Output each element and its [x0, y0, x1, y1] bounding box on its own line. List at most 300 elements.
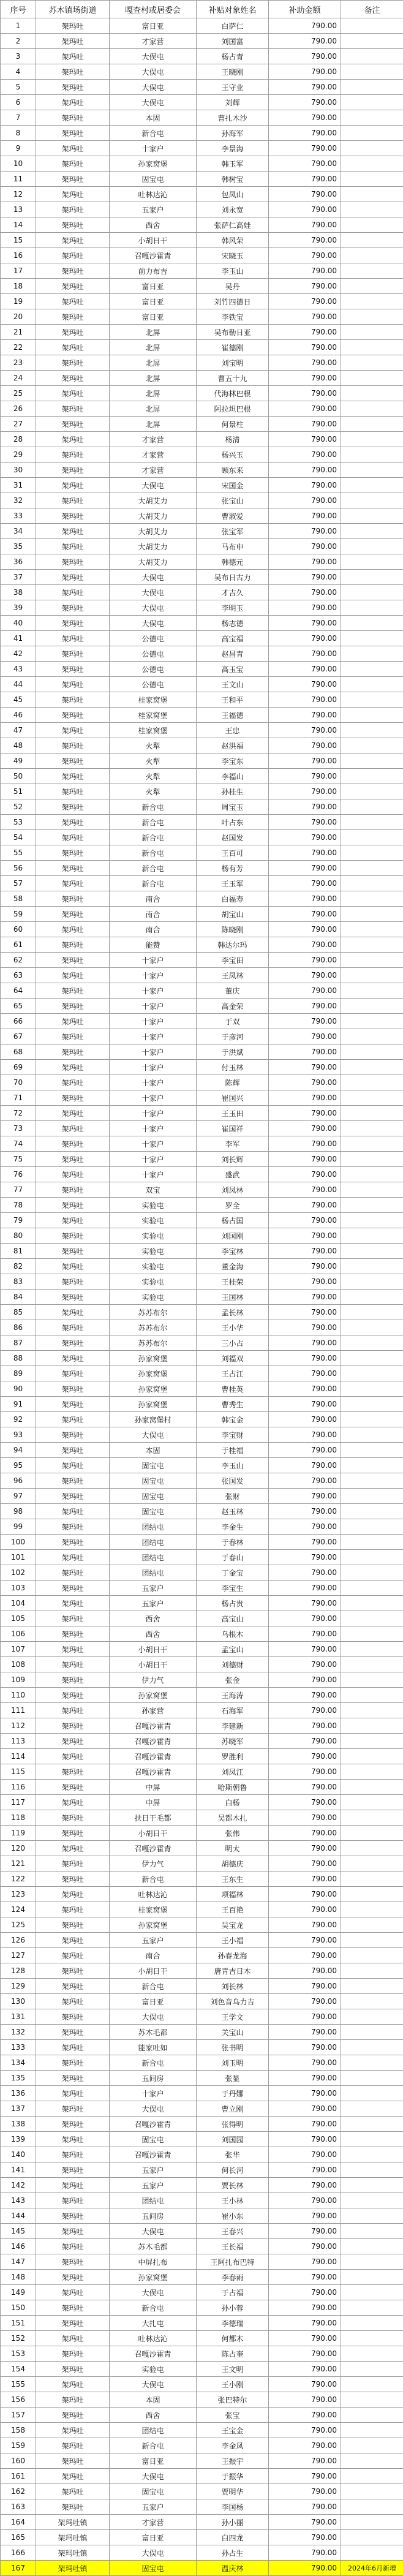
cell-index: 67: [1, 1029, 36, 1044]
cell-village: 召嘎沙霍青: [110, 2117, 197, 2132]
cell-note: [341, 585, 403, 600]
cell-note: [341, 1642, 403, 1657]
table-row: [1, 1443, 403, 1458]
table-row: [1, 769, 403, 784]
cell-town: 架玛吐: [36, 585, 110, 600]
cell-town: 架玛吐: [36, 1397, 110, 1412]
cell-town: 架玛吐镇: [36, 2561, 110, 2576]
table-row: [1, 1780, 403, 1795]
cell-index: 75: [1, 1152, 36, 1167]
cell-index: 166: [1, 2545, 36, 2561]
cell-note: [341, 1014, 403, 1029]
cell-recipient-name: 李玉山: [197, 263, 269, 279]
table-row: [1, 1381, 403, 1397]
cell-recipient-name: 王玉军: [197, 876, 269, 891]
cell-index: 22: [1, 340, 36, 355]
cell-recipient-name: 盛武: [197, 1167, 269, 1182]
cell-amount: 790.00: [269, 386, 341, 401]
cell-town: 架玛吐: [36, 1856, 110, 1872]
cell-village: 苏苏布尔: [110, 1320, 197, 1335]
cell-recipient-name: 宋晓玉: [197, 248, 269, 263]
cell-note: [341, 1856, 403, 1872]
cell-recipient-name: 王春兴: [197, 2224, 269, 2239]
cell-amount: 790.00: [269, 723, 341, 738]
table-row: [1, 861, 403, 876]
cell-village: 桂家窝堡: [110, 1902, 197, 1917]
cell-amount: 790.00: [269, 2484, 341, 2499]
cell-recipient-name: 董金海: [197, 1259, 269, 1274]
cell-amount: 790.00: [269, 2270, 341, 2285]
cell-recipient-name: 王小刚: [197, 2377, 269, 2392]
cell-note: [341, 891, 403, 907]
cell-village: 五间房: [110, 2071, 197, 2086]
cell-note: [341, 2254, 403, 2270]
cell-village: 团结屯: [110, 1535, 197, 1550]
cell-recipient-name: 包凤山: [197, 187, 269, 202]
cell-index: 84: [1, 1290, 36, 1305]
table-row: [1, 1244, 403, 1259]
cell-index: 72: [1, 1106, 36, 1121]
table-row: [1, 1810, 403, 1826]
cell-index: 97: [1, 1489, 36, 1504]
table-row: [1, 662, 403, 677]
cell-index: 41: [1, 631, 36, 646]
cell-village: 召嘎沙霍青: [110, 248, 197, 263]
table-row: [1, 2040, 403, 2055]
cell-recipient-name: 王文山: [197, 677, 269, 692]
cell-note: [341, 1749, 403, 1764]
cell-recipient-name: 杨占青: [197, 49, 269, 64]
cell-recipient-name: 吴布日古力: [197, 570, 269, 585]
cell-town: 架玛吐: [36, 355, 110, 371]
cell-note: [341, 248, 403, 263]
header-village: 嘎查村或居委会: [110, 1, 197, 18]
cell-index: 56: [1, 861, 36, 876]
cell-town: 架玛吐: [36, 1320, 110, 1335]
cell-index: 40: [1, 616, 36, 631]
cell-index: 17: [1, 263, 36, 279]
cell-note: [341, 738, 403, 754]
table-row: [1, 141, 403, 156]
table-row: [1, 18, 403, 34]
cell-town: 架玛吐: [36, 2316, 110, 2331]
cell-note: [341, 18, 403, 34]
cell-town: 架玛吐: [36, 1381, 110, 1397]
cell-index: 26: [1, 401, 36, 417]
table-row: [1, 2285, 403, 2300]
cell-index: 15: [1, 233, 36, 248]
cell-amount: 790.00: [269, 432, 341, 447]
cell-amount: 790.00: [269, 18, 341, 34]
cell-town: 架玛吐: [36, 1780, 110, 1795]
cell-town: 架玛吐: [36, 554, 110, 570]
cell-amount: 790.00: [269, 769, 341, 784]
cell-note: [341, 708, 403, 723]
cell-recipient-name: 韩风荣: [197, 233, 269, 248]
cell-town: 架玛吐: [36, 95, 110, 110]
cell-town: 架玛吐: [36, 1351, 110, 1366]
cell-recipient-name: 李金生: [197, 1519, 269, 1535]
table-row: [1, 2561, 403, 2576]
cell-note: [341, 95, 403, 110]
cell-town: 架玛吐镇: [36, 2515, 110, 2530]
cell-note: [341, 907, 403, 922]
cell-recipient-name: 李宝东: [197, 754, 269, 769]
cell-village: 公德屯: [110, 662, 197, 677]
cell-recipient-name: 于振华: [197, 2469, 269, 2484]
cell-village: 吐林达沁: [110, 1887, 197, 1902]
cell-village: 中屏: [110, 1795, 197, 1810]
cell-index: 113: [1, 1734, 36, 1749]
cell-village: 固宝屯: [110, 1458, 197, 1473]
cell-note: [341, 447, 403, 463]
cell-recipient-name: 张萨仁高娃: [197, 217, 269, 233]
cell-index: 92: [1, 1412, 36, 1427]
cell-amount: 790.00: [269, 1519, 341, 1535]
cell-note: [341, 1994, 403, 2009]
cell-town: 架玛吐: [36, 708, 110, 723]
cell-recipient-name: 王阿扎布巴特: [197, 2254, 269, 2270]
table-row: [1, 187, 403, 202]
cell-amount: 790.00: [269, 1550, 341, 1565]
table-row: [1, 1535, 403, 1550]
cell-recipient-name: 明太: [197, 1841, 269, 1856]
cell-town: 架玛吐: [36, 2438, 110, 2453]
cell-amount: 790.00: [269, 2469, 341, 2484]
cell-recipient-name: 崔国祥: [197, 1121, 269, 1136]
cell-village: 中屏扎布: [110, 2254, 197, 2270]
cell-amount: 790.00: [269, 1810, 341, 1826]
table-row: [1, 2178, 403, 2193]
cell-note: [341, 1044, 403, 1060]
cell-village: 十家户: [110, 1029, 197, 1044]
cell-town: 架玛吐: [36, 1810, 110, 1826]
table-row: [1, 1734, 403, 1749]
cell-recipient-name: 白萨仁: [197, 18, 269, 34]
cell-town: 架玛吐: [36, 1703, 110, 1718]
cell-town: 架玛吐: [36, 1366, 110, 1381]
cell-recipient-name: 哈斯朝鲁: [197, 1780, 269, 1795]
table-row: [1, 1228, 403, 1244]
cell-note: [341, 478, 403, 493]
cell-village: 实验屯: [110, 1274, 197, 1290]
cell-note: [341, 1734, 403, 1749]
cell-note: [341, 1397, 403, 1412]
cell-village: 大胡艾力: [110, 554, 197, 570]
cell-index: 52: [1, 799, 36, 815]
cell-recipient-name: 孙小丽: [197, 2515, 269, 2530]
cell-recipient-name: 崔小东: [197, 2208, 269, 2224]
cell-recipient-name: 王和平: [197, 692, 269, 708]
table-row: [1, 937, 403, 953]
cell-index: 57: [1, 876, 36, 891]
cell-recipient-name: 马布申: [197, 539, 269, 554]
cell-note: [341, 1259, 403, 1274]
cell-village: 火犁: [110, 738, 197, 754]
cell-index: 157: [1, 2408, 36, 2423]
cell-amount: 790.00: [269, 2561, 341, 2576]
cell-amount: 790.00: [269, 1504, 341, 1519]
cell-note: [341, 1718, 403, 1734]
cell-town: 架玛吐: [36, 2270, 110, 2285]
cell-town: 架玛吐: [36, 999, 110, 1014]
cell-note: [341, 1320, 403, 1335]
cell-index: 158: [1, 2423, 36, 2438]
cell-village: 大俣屯: [110, 80, 197, 95]
cell-recipient-name: 赵洪福: [197, 738, 269, 754]
table-row: [1, 34, 403, 49]
cell-note: [341, 2285, 403, 2300]
table-row: [1, 708, 403, 723]
cell-town: 架玛吐: [36, 2408, 110, 2423]
table-row: [1, 1581, 403, 1596]
cell-index: 3: [1, 49, 36, 64]
cell-town: 架玛吐: [36, 493, 110, 508]
table-row: [1, 1274, 403, 1290]
cell-note: [341, 1351, 403, 1366]
cell-village: 实验屯: [110, 1290, 197, 1305]
cell-amount: 790.00: [269, 2331, 341, 2346]
cell-village: 大胡艾力: [110, 493, 197, 508]
cell-amount: 790.00: [269, 2239, 341, 2254]
cell-amount: 790.00: [269, 1780, 341, 1795]
cell-village: 召嘎沙霍青: [110, 2147, 197, 2162]
cell-recipient-name: 刘德财: [197, 1657, 269, 1672]
cell-town: 架玛吐: [36, 677, 110, 692]
cell-index: 27: [1, 417, 36, 432]
cell-village: 小胡日干: [110, 1826, 197, 1841]
cell-town: 架玛吐: [36, 1090, 110, 1106]
cell-note: [341, 1826, 403, 1841]
cell-town: 架玛吐: [36, 478, 110, 493]
cell-amount: 790.00: [269, 187, 341, 202]
cell-note: [341, 1366, 403, 1381]
cell-note: [341, 1948, 403, 1963]
cell-recipient-name: 杨占贵: [197, 1596, 269, 1611]
cell-recipient-name: 叶占东: [197, 815, 269, 830]
cell-recipient-name: 王小林: [197, 2193, 269, 2208]
cell-village: 十家户: [110, 1121, 197, 1136]
cell-recipient-name: 于桂福: [197, 1443, 269, 1458]
cell-index: 65: [1, 999, 36, 1014]
cell-village: 孙家窝堡: [110, 1688, 197, 1703]
cell-index: 104: [1, 1596, 36, 1611]
cell-amount: 790.00: [269, 1060, 341, 1075]
cell-amount: 790.00: [269, 1642, 341, 1657]
cell-index: 95: [1, 1458, 36, 1473]
cell-index: 6: [1, 95, 36, 110]
cell-town: 架玛吐: [36, 2331, 110, 2346]
table-row: [1, 2484, 403, 2499]
cell-index: 37: [1, 570, 36, 585]
cell-amount: 790.00: [269, 508, 341, 524]
cell-index: 89: [1, 1366, 36, 1381]
cell-recipient-name: 王凤林: [197, 968, 269, 983]
cell-note: [341, 845, 403, 861]
cell-town: 架玛吐: [36, 2208, 110, 2224]
cell-village: 新合屯: [110, 1872, 197, 1887]
cell-amount: 790.00: [269, 1489, 341, 1504]
cell-amount: 790.00: [269, 1963, 341, 1979]
cell-note: [341, 2346, 403, 2362]
cell-village: 召嘎沙霍青: [110, 2346, 197, 2362]
cell-index: 18: [1, 279, 36, 294]
cell-note: [341, 1611, 403, 1626]
cell-index: 143: [1, 2193, 36, 2208]
cell-amount: 790.00: [269, 953, 341, 968]
table-row: [1, 1335, 403, 1351]
cell-town: 架玛吐: [36, 1596, 110, 1611]
cell-recipient-name: 崔德刚: [197, 340, 269, 355]
cell-recipient-name: 何景柱: [197, 417, 269, 432]
cell-recipient-name: 王小华: [197, 1320, 269, 1335]
cell-note: [341, 922, 403, 937]
cell-recipient-name: 张华: [197, 2147, 269, 2162]
cell-recipient-name: 张伟: [197, 1826, 269, 1841]
cell-index: 114: [1, 1749, 36, 1764]
cell-amount: 790.00: [269, 2438, 341, 2453]
cell-village: 孙家窝堡村: [110, 1412, 197, 1427]
cell-town: 架玛吐: [36, 784, 110, 799]
cell-village: 富日亚: [110, 2530, 197, 2545]
cell-index: 31: [1, 478, 36, 493]
cell-amount: 790.00: [269, 156, 341, 172]
cell-index: 136: [1, 2086, 36, 2101]
cell-village: 孙家窝堡: [110, 1351, 197, 1366]
cell-index: 125: [1, 1917, 36, 1933]
cell-amount: 790.00: [269, 861, 341, 876]
cell-village: 大俣屯: [110, 2224, 197, 2239]
cell-index: 46: [1, 708, 36, 723]
cell-village: 召嘎沙霍青: [110, 1734, 197, 1749]
cell-town: 架玛吐: [36, 508, 110, 524]
table-row: [1, 217, 403, 233]
cell-village: 大俣屯: [110, 600, 197, 616]
cell-amount: 790.00: [269, 1718, 341, 1734]
cell-index: 165: [1, 2530, 36, 2545]
cell-town: 架玛吐: [36, 2423, 110, 2438]
cell-recipient-name: 李宝财: [197, 1427, 269, 1443]
cell-town: 架玛吐: [36, 2285, 110, 2300]
cell-amount: 790.00: [269, 1075, 341, 1090]
cell-recipient-name: 胡宝山: [197, 907, 269, 922]
cell-town: 架玛吐: [36, 386, 110, 401]
cell-recipient-name: 孙占生: [197, 2545, 269, 2561]
cell-recipient-name: 刘宝明: [197, 355, 269, 371]
cell-village: 北屏: [110, 386, 197, 401]
cell-index: 105: [1, 1611, 36, 1626]
cell-amount: 790.00: [269, 2530, 341, 2545]
cell-amount: 790.00: [269, 1887, 341, 1902]
cell-town: 架玛吐: [36, 141, 110, 156]
cell-village: 大俣屯: [110, 2101, 197, 2117]
cell-note: [341, 631, 403, 646]
cell-note: [341, 401, 403, 417]
cell-note: [341, 2484, 403, 2499]
table-row: [1, 1136, 403, 1152]
cell-village: 公德屯: [110, 631, 197, 646]
cell-note: [341, 386, 403, 401]
cell-town: 架玛吐: [36, 646, 110, 662]
cell-amount: 790.00: [269, 922, 341, 937]
cell-village: 新合屯: [110, 126, 197, 141]
cell-note: [341, 432, 403, 447]
cell-index: 152: [1, 2331, 36, 2346]
cell-index: 42: [1, 646, 36, 662]
cell-note: [341, 999, 403, 1014]
table-row: [1, 2224, 403, 2239]
cell-village: 才家营: [110, 2515, 197, 2530]
cell-note: [341, 1780, 403, 1795]
cell-note: [341, 2300, 403, 2316]
cell-index: 16: [1, 248, 36, 263]
table-row: [1, 1044, 403, 1060]
table-row: [1, 2300, 403, 2316]
cell-town: 架玛吐: [36, 2254, 110, 2270]
cell-recipient-name: 李宝林: [197, 1244, 269, 1259]
cell-recipient-name: 阿拉坦巴根: [197, 401, 269, 417]
cell-village: 大俣屯: [110, 2545, 197, 2561]
cell-note: [341, 754, 403, 769]
cell-village: 实验屯: [110, 1228, 197, 1244]
cell-note: [341, 692, 403, 708]
cell-recipient-name: 王国林: [197, 1290, 269, 1305]
cell-index: 53: [1, 815, 36, 830]
cell-recipient-name: 张巴特尔: [197, 2392, 269, 2408]
cell-recipient-name: 三小占: [197, 1335, 269, 1351]
cell-village: 大俣屯: [110, 64, 197, 80]
cell-recipient-name: 白四龙: [197, 2530, 269, 2545]
cell-note: [341, 1106, 403, 1121]
table-row: [1, 49, 403, 64]
cell-village: 十家户: [110, 983, 197, 999]
cell-village: 固宝屯: [110, 1473, 197, 1489]
cell-town: 架玛吐: [36, 2392, 110, 2408]
cell-recipient-name: 陈占奎: [197, 2346, 269, 2362]
cell-note: [341, 340, 403, 355]
table-row: [1, 646, 403, 662]
cell-town: 架玛吐: [36, 815, 110, 830]
cell-village: 伊力气: [110, 1856, 197, 1872]
cell-index: 54: [1, 830, 36, 845]
cell-note: [341, 723, 403, 738]
cell-amount: 790.00: [269, 2117, 341, 2132]
table-row: [1, 585, 403, 600]
cell-amount: 790.00: [269, 2362, 341, 2377]
cell-recipient-name: 于占福: [197, 2285, 269, 2300]
cell-town: 架玛吐: [36, 1933, 110, 1948]
cell-recipient-name: 曹立刚: [197, 2101, 269, 2117]
table-row: [1, 2331, 403, 2346]
cell-amount: 790.00: [269, 248, 341, 263]
cell-note: [341, 1090, 403, 1106]
table-row: [1, 1152, 403, 1167]
cell-recipient-name: 赵玉林: [197, 1504, 269, 1519]
cell-amount: 790.00: [269, 2101, 341, 2117]
cell-note: [341, 217, 403, 233]
cell-amount: 790.00: [269, 1734, 341, 1749]
cell-note: [341, 1182, 403, 1198]
cell-amount: 790.00: [269, 355, 341, 371]
cell-index: 103: [1, 1581, 36, 1596]
cell-index: 78: [1, 1198, 36, 1213]
cell-town: 架玛吐: [36, 294, 110, 309]
cell-recipient-name: 王占江: [197, 1366, 269, 1381]
cell-town: 架玛吐: [36, 2071, 110, 2086]
cell-village: 新合屯: [110, 2438, 197, 2453]
table-row: [1, 493, 403, 508]
cell-recipient-name: 孙小蓉: [197, 2300, 269, 2316]
